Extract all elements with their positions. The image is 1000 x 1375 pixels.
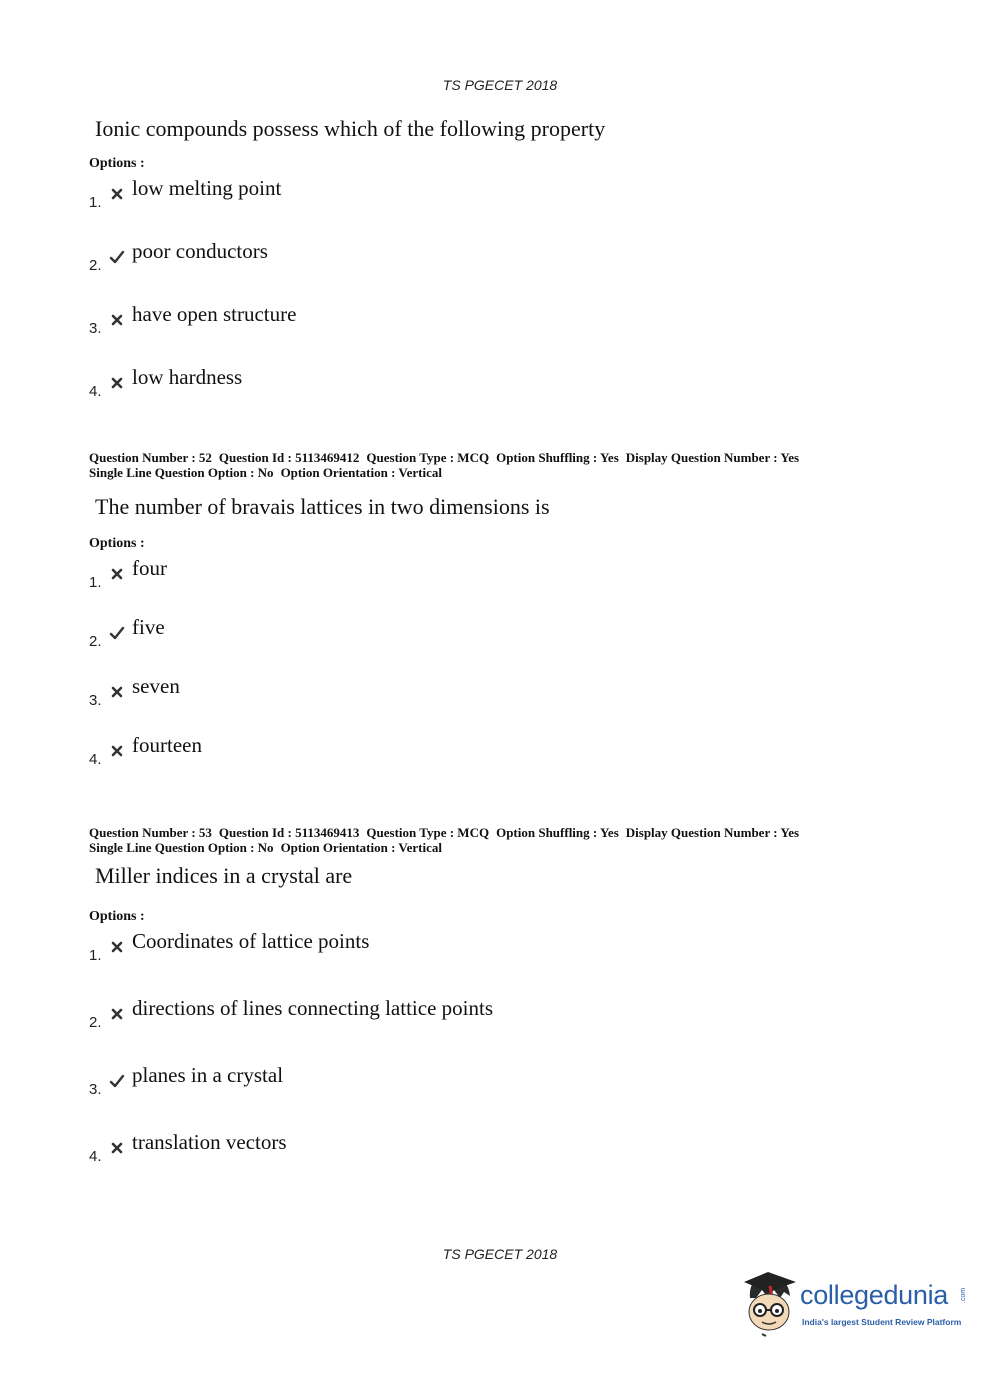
meta-field: Question Id : 5113469413 xyxy=(218,825,360,840)
meta-field: Question Number : 52 xyxy=(89,450,212,465)
meta-field: Single Line Question Option : No xyxy=(89,840,274,855)
meta-field: Option Shuffling : Yes xyxy=(496,450,619,465)
option-1 xyxy=(89,176,789,216)
option-text: seven xyxy=(132,674,180,698)
meta-field: Display Question Number : Yes xyxy=(625,825,800,840)
logo-suffix: .com xyxy=(960,1287,968,1304)
question-text: Miller indices in a crystal are xyxy=(95,863,353,888)
option-number: 1. xyxy=(89,194,102,211)
option-number: 2. xyxy=(89,1014,102,1031)
option-3 xyxy=(89,1063,789,1103)
question-meta xyxy=(89,450,909,480)
option-text: poor conductors xyxy=(132,239,268,263)
logo-name: collegedunia xyxy=(800,1280,949,1310)
question-block-53 xyxy=(89,825,909,1165)
page-header: TS PGECET 2018 xyxy=(442,77,558,93)
option-number: 2. xyxy=(89,257,102,274)
check-icon xyxy=(109,625,125,641)
option-number: 1. xyxy=(89,574,102,591)
options-label: Options : xyxy=(89,536,145,551)
option-1 xyxy=(89,556,789,596)
check-icon xyxy=(109,249,125,265)
option-number: 1. xyxy=(89,947,102,964)
meta-field: Question Type : MCQ xyxy=(366,825,490,840)
meta-field: Single Line Question Option : No xyxy=(89,465,274,480)
option-2 xyxy=(89,996,789,1036)
meta-field: Question Id : 5113469412 xyxy=(218,450,360,465)
option-1 xyxy=(89,929,789,969)
option-text: have open structure xyxy=(132,302,297,326)
option-number: 2. xyxy=(89,633,102,650)
collegedunia-logo xyxy=(740,1268,970,1340)
option-text: five xyxy=(132,615,165,639)
option-2 xyxy=(89,239,789,279)
cross-icon xyxy=(109,375,125,391)
option-text: low hardness xyxy=(132,365,243,389)
option-text: four xyxy=(132,556,167,580)
meta-line-1 xyxy=(89,825,909,840)
page-footer: TS PGECET 2018 xyxy=(442,1246,558,1262)
cross-icon xyxy=(109,312,125,328)
meta-field: Question Number : 53 xyxy=(89,825,212,840)
option-number: 3. xyxy=(89,1081,102,1098)
options-label: Options : xyxy=(89,156,145,171)
meta-field: Display Question Number : Yes xyxy=(625,450,800,465)
option-text: planes in a crystal xyxy=(132,1063,284,1087)
meta-field: Question Type : MCQ xyxy=(366,450,490,465)
option-text: directions of lines connecting lattice points xyxy=(132,996,493,1020)
mascot-icon xyxy=(740,1268,800,1340)
cross-icon xyxy=(109,186,125,202)
meta-field: Option Orientation : Vertical xyxy=(280,465,442,480)
option-4 xyxy=(89,733,789,773)
question-text: The number of bravais lattices in two dimensions is xyxy=(95,494,550,519)
option-number: 4. xyxy=(89,751,102,768)
option-text: translation vectors xyxy=(132,1130,287,1154)
option-3 xyxy=(89,302,789,342)
option-number: 3. xyxy=(89,320,102,337)
check-icon xyxy=(109,1073,125,1089)
question-text: Ionic compounds possess which of the following property xyxy=(95,116,606,141)
option-4 xyxy=(89,365,789,405)
option-number: 4. xyxy=(89,383,102,400)
meta-line-2 xyxy=(89,465,909,480)
logo-tagline: India's largest Student Review Platform xyxy=(802,1317,962,1327)
meta-line-2 xyxy=(89,840,909,855)
cross-icon xyxy=(109,743,125,759)
cross-icon xyxy=(109,566,125,582)
meta-field: Option Shuffling : Yes xyxy=(496,825,619,840)
meta-line-1 xyxy=(89,450,909,465)
option-number: 4. xyxy=(89,1148,102,1165)
options-label: Options : xyxy=(89,909,145,924)
option-text: Coordinates of lattice points xyxy=(132,929,370,953)
option-number: 3. xyxy=(89,692,102,709)
meta-field: Option Orientation : Vertical xyxy=(280,840,442,855)
question-meta xyxy=(89,825,909,855)
cross-icon xyxy=(109,939,125,955)
question-block-52 xyxy=(89,450,909,768)
option-text: low melting point xyxy=(132,176,282,200)
option-4 xyxy=(89,1130,789,1170)
option-text: fourteen xyxy=(132,733,202,757)
cross-icon xyxy=(109,1006,125,1022)
option-2 xyxy=(89,615,789,655)
option-3 xyxy=(89,674,789,714)
cross-icon xyxy=(109,684,125,700)
cross-icon xyxy=(109,1140,125,1156)
